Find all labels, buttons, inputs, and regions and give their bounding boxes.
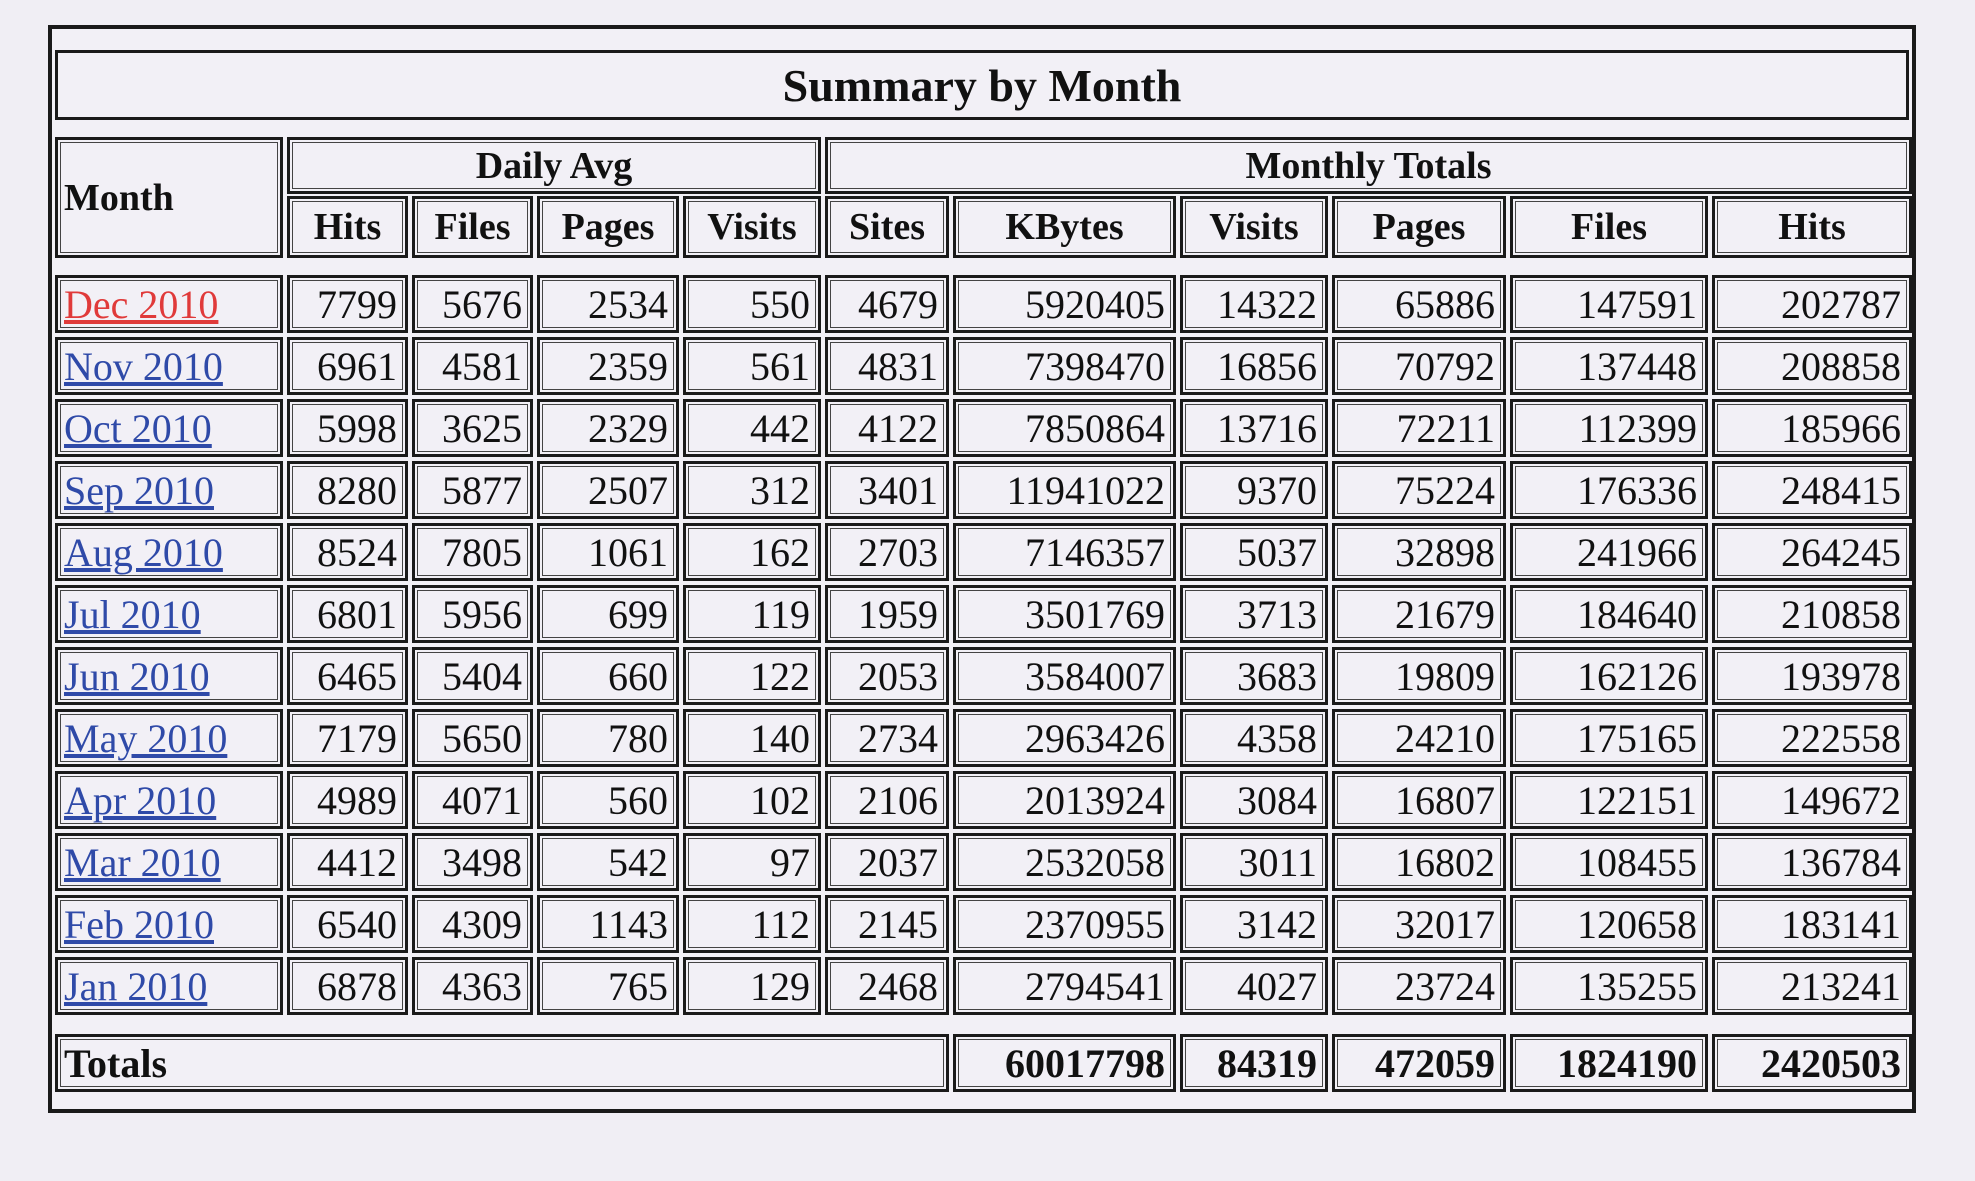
- cell-daily-visits: 442: [683, 399, 821, 457]
- table-title: Summary by Month: [55, 50, 1909, 120]
- cell-monthly-files: 120658: [1510, 895, 1708, 953]
- cell-daily-files: 5956: [412, 585, 533, 643]
- cell-kbytes: 2794541: [953, 957, 1176, 1015]
- cell-daily-hits: 4412: [287, 833, 408, 891]
- cell-sites: 2703: [825, 523, 949, 581]
- cell-daily-visits: 140: [683, 709, 821, 767]
- header-monthly-sites: Sites: [825, 196, 949, 258]
- cell-monthly-files: 112399: [1510, 399, 1708, 457]
- cell-daily-files: 5650: [412, 709, 533, 767]
- month-link[interactable]: Jan 2010: [64, 963, 208, 1009]
- totals-monthly-visits: 84319: [1180, 1034, 1328, 1092]
- cell-sites: 2037: [825, 833, 949, 891]
- table-row-month: [55, 399, 283, 457]
- cell-monthly-visits: 13716: [1180, 399, 1328, 457]
- header-monthly-hits: Hits: [1712, 196, 1912, 258]
- cell-daily-visits: 119: [683, 585, 821, 643]
- month-link[interactable]: Jun 2010: [64, 653, 210, 699]
- cell-kbytes: 3584007: [953, 647, 1176, 705]
- header-monthly-files: Files: [1510, 196, 1708, 258]
- table-row-month: [55, 833, 283, 891]
- cell-monthly-visits: 3713: [1180, 585, 1328, 643]
- table-row-month: [55, 957, 283, 1015]
- cell-monthly-files: 175165: [1510, 709, 1708, 767]
- cell-monthly-visits: 4358: [1180, 709, 1328, 767]
- cell-monthly-files: 147591: [1510, 275, 1708, 333]
- cell-monthly-files: 135255: [1510, 957, 1708, 1015]
- cell-daily-files: 4071: [412, 771, 533, 829]
- cell-monthly-files: 108455: [1510, 833, 1708, 891]
- month-link[interactable]: Dec 2010: [64, 281, 219, 327]
- header-month: Month: [55, 137, 283, 258]
- cell-daily-pages: 2507: [537, 461, 679, 519]
- cell-daily-pages: 660: [537, 647, 679, 705]
- totals-monthly-files: 1824190: [1510, 1034, 1708, 1092]
- cell-sites: 4831: [825, 337, 949, 395]
- cell-daily-visits: 97: [683, 833, 821, 891]
- cell-daily-files: 3625: [412, 399, 533, 457]
- header-monthly-visits: Visits: [1180, 196, 1328, 258]
- month-link[interactable]: Mar 2010: [64, 839, 221, 885]
- cell-monthly-hits: 183141: [1712, 895, 1912, 953]
- cell-monthly-visits: 5037: [1180, 523, 1328, 581]
- cell-monthly-files: 184640: [1510, 585, 1708, 643]
- cell-monthly-pages: 24210: [1332, 709, 1506, 767]
- month-link[interactable]: Nov 2010: [64, 343, 223, 389]
- table-row-month: [55, 275, 283, 333]
- cell-sites: 2734: [825, 709, 949, 767]
- cell-daily-visits: 312: [683, 461, 821, 519]
- cell-sites: 2106: [825, 771, 949, 829]
- cell-daily-hits: 7799: [287, 275, 408, 333]
- cell-kbytes: 11941022: [953, 461, 1176, 519]
- cell-daily-files: 4581: [412, 337, 533, 395]
- cell-sites: 2145: [825, 895, 949, 953]
- cell-daily-hits: 4989: [287, 771, 408, 829]
- cell-monthly-hits: 208858: [1712, 337, 1912, 395]
- header-daily-hits: Hits: [287, 196, 408, 258]
- cell-daily-pages: 1061: [537, 523, 679, 581]
- month-link[interactable]: Sep 2010: [64, 467, 214, 513]
- cell-daily-visits: 122: [683, 647, 821, 705]
- cell-sites: 2053: [825, 647, 949, 705]
- cell-daily-pages: 699: [537, 585, 679, 643]
- cell-monthly-visits: 4027: [1180, 957, 1328, 1015]
- header-daily-files: Files: [412, 196, 533, 258]
- cell-kbytes: 7146357: [953, 523, 1176, 581]
- table-row-month: [55, 337, 283, 395]
- totals-kbytes: 60017798: [953, 1034, 1176, 1092]
- totals-monthly-hits: 2420503: [1712, 1034, 1912, 1092]
- cell-daily-hits: 8280: [287, 461, 408, 519]
- cell-monthly-hits: 193978: [1712, 647, 1912, 705]
- cell-monthly-pages: 16802: [1332, 833, 1506, 891]
- table-row-month: [55, 461, 283, 519]
- cell-monthly-hits: 222558: [1712, 709, 1912, 767]
- cell-daily-pages: 765: [537, 957, 679, 1015]
- cell-daily-hits: 6961: [287, 337, 408, 395]
- cell-daily-pages: 2359: [537, 337, 679, 395]
- cell-monthly-files: 162126: [1510, 647, 1708, 705]
- cell-daily-hits: 6801: [287, 585, 408, 643]
- cell-daily-visits: 112: [683, 895, 821, 953]
- cell-monthly-visits: 3084: [1180, 771, 1328, 829]
- month-link[interactable]: Apr 2010: [64, 777, 217, 823]
- cell-daily-visits: 162: [683, 523, 821, 581]
- month-link[interactable]: Jul 2010: [64, 591, 201, 637]
- cell-daily-hits: 6465: [287, 647, 408, 705]
- cell-monthly-pages: 65886: [1332, 275, 1506, 333]
- cell-daily-files: 5877: [412, 461, 533, 519]
- cell-monthly-hits: 210858: [1712, 585, 1912, 643]
- cell-kbytes: 3501769: [953, 585, 1176, 643]
- cell-monthly-files: 176336: [1510, 461, 1708, 519]
- cell-sites: 3401: [825, 461, 949, 519]
- cell-kbytes: 7398470: [953, 337, 1176, 395]
- cell-sites: 4679: [825, 275, 949, 333]
- cell-sites: 4122: [825, 399, 949, 457]
- cell-daily-hits: 8524: [287, 523, 408, 581]
- cell-daily-hits: 7179: [287, 709, 408, 767]
- cell-monthly-pages: 23724: [1332, 957, 1506, 1015]
- month-link[interactable]: Oct 2010: [64, 405, 212, 451]
- cell-kbytes: 2532058: [953, 833, 1176, 891]
- cell-monthly-hits: 248415: [1712, 461, 1912, 519]
- cell-monthly-pages: 70792: [1332, 337, 1506, 395]
- cell-monthly-files: 137448: [1510, 337, 1708, 395]
- cell-monthly-files: 122151: [1510, 771, 1708, 829]
- cell-monthly-pages: 72211: [1332, 399, 1506, 457]
- cell-monthly-pages: 16807: [1332, 771, 1506, 829]
- header-monthly-pages: Pages: [1332, 196, 1506, 258]
- cell-monthly-hits: 185966: [1712, 399, 1912, 457]
- header-daily-pages: Pages: [537, 196, 679, 258]
- cell-kbytes: 2963426: [953, 709, 1176, 767]
- table-row-month: [55, 771, 283, 829]
- month-link[interactable]: Feb 2010: [64, 901, 214, 947]
- cell-monthly-hits: 136784: [1712, 833, 1912, 891]
- cell-daily-visits: 129: [683, 957, 821, 1015]
- table-row-month: [55, 895, 283, 953]
- cell-monthly-pages: 21679: [1332, 585, 1506, 643]
- cell-monthly-visits: 16856: [1180, 337, 1328, 395]
- header-daily-avg: Daily Avg: [287, 137, 821, 194]
- cell-daily-pages: 2534: [537, 275, 679, 333]
- totals-label: Totals: [55, 1034, 949, 1092]
- cell-daily-pages: 780: [537, 709, 679, 767]
- cell-daily-visits: 550: [683, 275, 821, 333]
- cell-daily-pages: 542: [537, 833, 679, 891]
- cell-daily-files: 4363: [412, 957, 533, 1015]
- cell-monthly-visits: 9370: [1180, 461, 1328, 519]
- month-link[interactable]: Aug 2010: [64, 529, 223, 575]
- cell-kbytes: 2370955: [953, 895, 1176, 953]
- table-row-month: [55, 523, 283, 581]
- table-row-month: [55, 647, 283, 705]
- cell-daily-files: 5404: [412, 647, 533, 705]
- cell-monthly-pages: 32898: [1332, 523, 1506, 581]
- cell-daily-files: 4309: [412, 895, 533, 953]
- cell-daily-files: 3498: [412, 833, 533, 891]
- cell-daily-files: 7805: [412, 523, 533, 581]
- month-link[interactable]: May 2010: [64, 715, 228, 761]
- cell-monthly-files: 241966: [1510, 523, 1708, 581]
- cell-sites: 2468: [825, 957, 949, 1015]
- cell-monthly-pages: 19809: [1332, 647, 1506, 705]
- cell-daily-pages: 1143: [537, 895, 679, 953]
- cell-daily-pages: 2329: [537, 399, 679, 457]
- cell-sites: 1959: [825, 585, 949, 643]
- cell-monthly-visits: 14322: [1180, 275, 1328, 333]
- cell-daily-hits: 5998: [287, 399, 408, 457]
- cell-daily-files: 5676: [412, 275, 533, 333]
- cell-daily-visits: 102: [683, 771, 821, 829]
- cell-kbytes: 7850864: [953, 399, 1176, 457]
- cell-daily-hits: 6878: [287, 957, 408, 1015]
- cell-monthly-pages: 75224: [1332, 461, 1506, 519]
- cell-monthly-pages: 32017: [1332, 895, 1506, 953]
- header-daily-visits: Visits: [683, 196, 821, 258]
- totals-monthly-pages: 472059: [1332, 1034, 1506, 1092]
- cell-kbytes: 5920405: [953, 275, 1176, 333]
- header-monthly-totals: Monthly Totals: [825, 137, 1912, 194]
- table-row-month: [55, 585, 283, 643]
- cell-monthly-hits: 202787: [1712, 275, 1912, 333]
- cell-monthly-hits: 264245: [1712, 523, 1912, 581]
- cell-monthly-hits: 149672: [1712, 771, 1912, 829]
- cell-daily-visits: 561: [683, 337, 821, 395]
- cell-kbytes: 2013924: [953, 771, 1176, 829]
- header-monthly-kbytes: KBytes: [953, 196, 1176, 258]
- cell-monthly-visits: 3683: [1180, 647, 1328, 705]
- cell-monthly-visits: 3142: [1180, 895, 1328, 953]
- cell-daily-pages: 560: [537, 771, 679, 829]
- cell-monthly-visits: 3011: [1180, 833, 1328, 891]
- table-row-month: [55, 709, 283, 767]
- cell-monthly-hits: 213241: [1712, 957, 1912, 1015]
- cell-daily-hits: 6540: [287, 895, 408, 953]
